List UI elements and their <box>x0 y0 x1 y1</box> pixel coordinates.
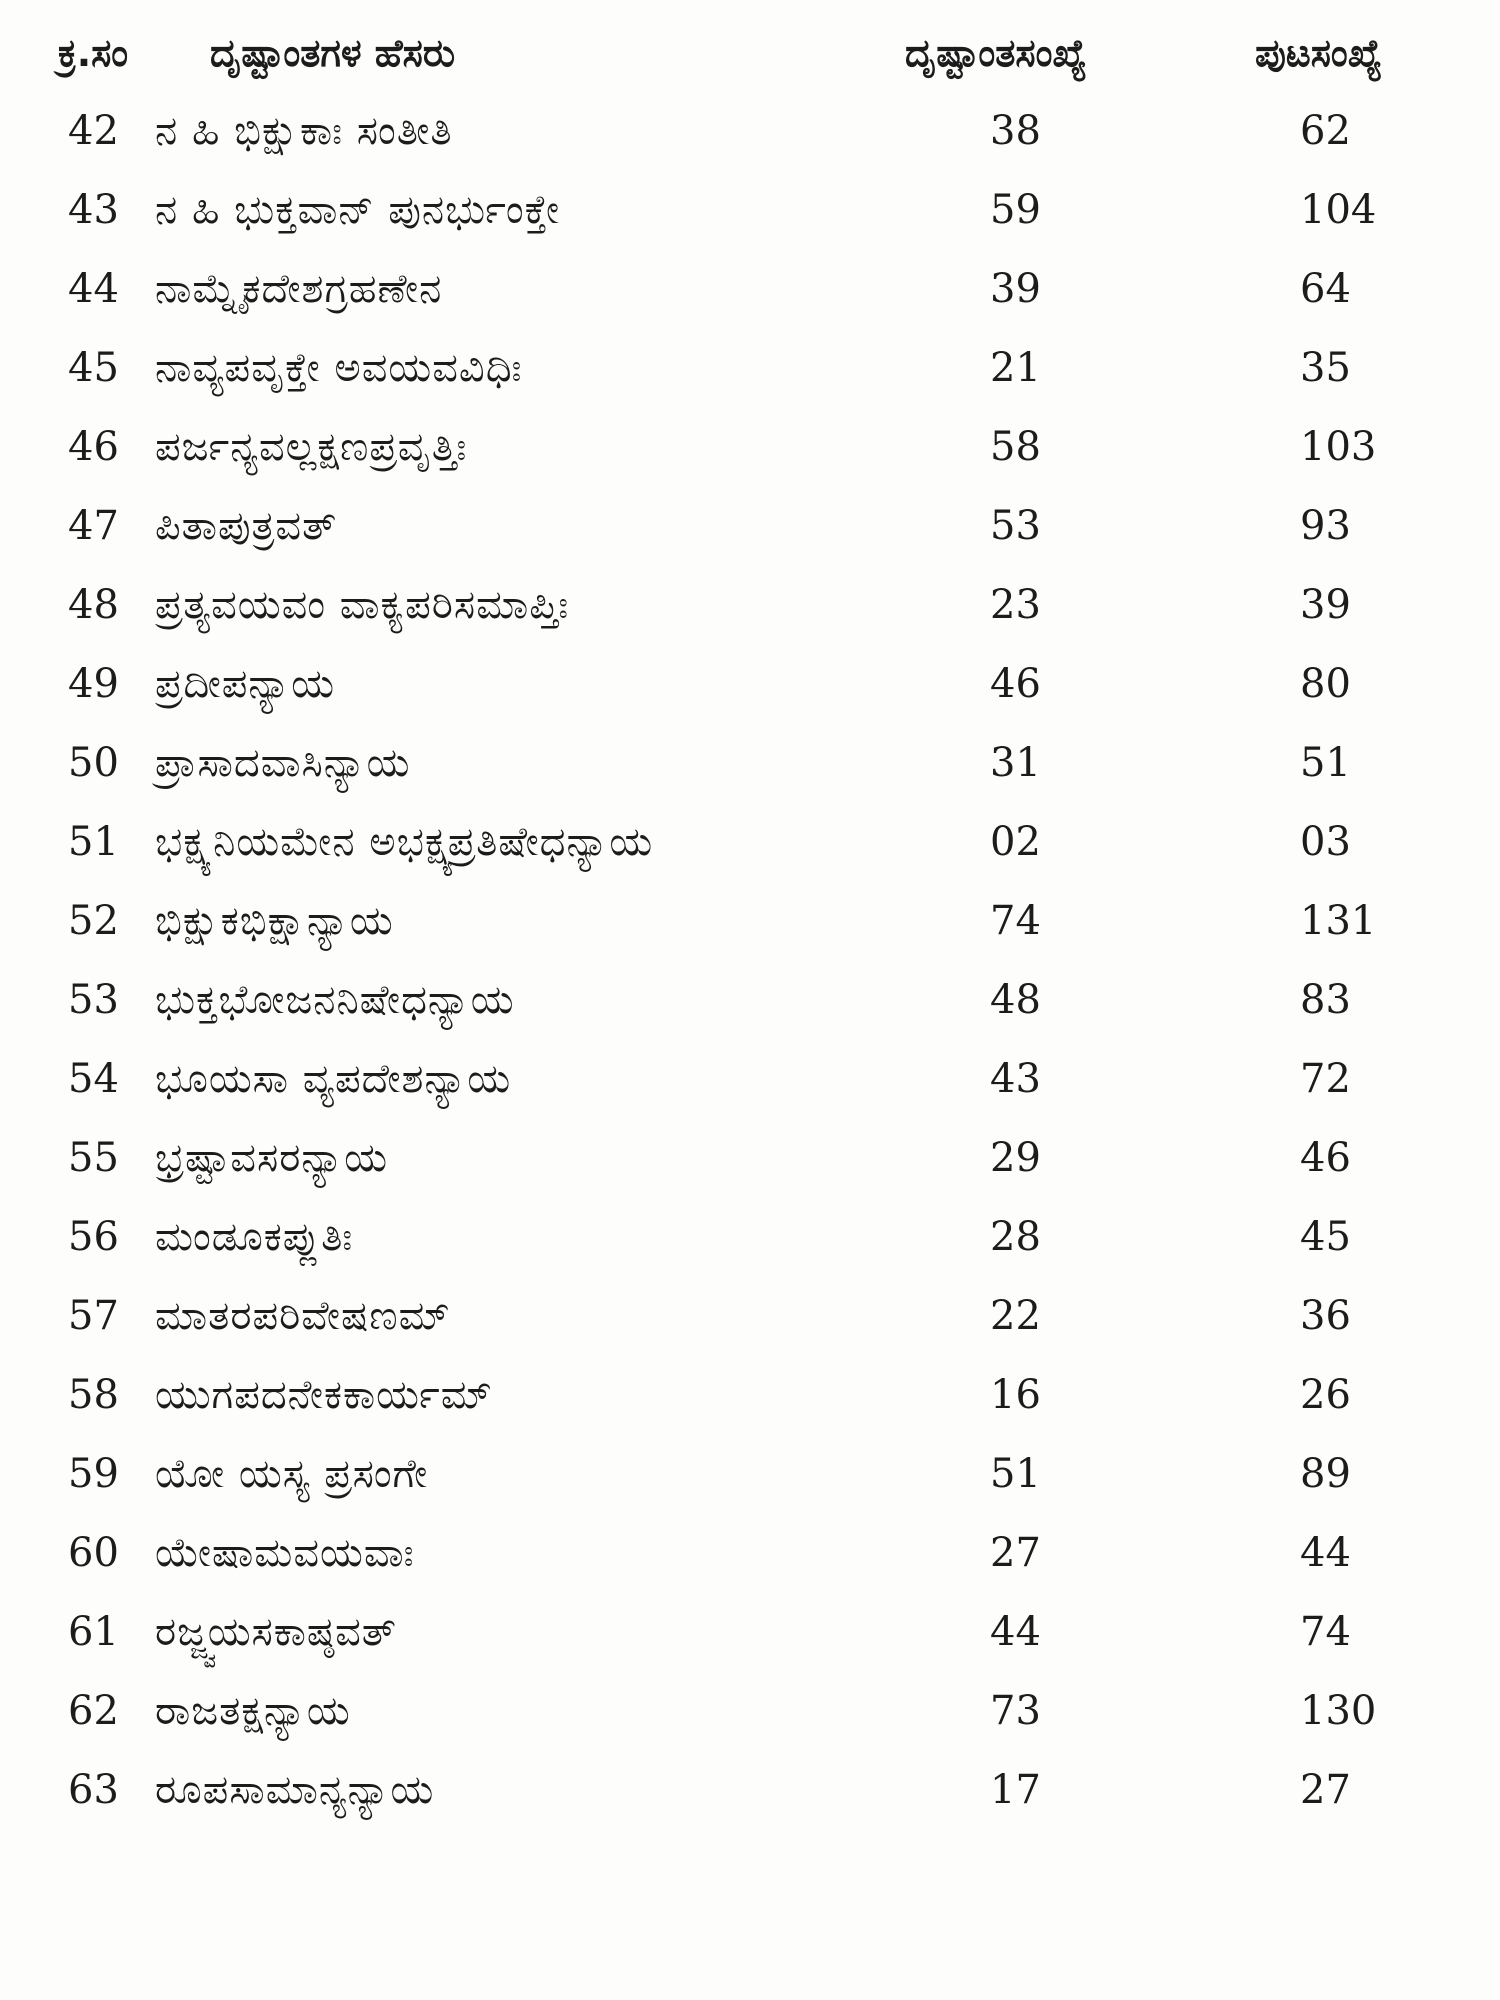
table-row <box>0 645 1500 724</box>
table-row <box>0 566 1500 645</box>
row-page-number: 46 <box>1300 1135 1351 1181</box>
row-example-number: 39 <box>990 266 1041 312</box>
table-row <box>0 1593 1500 1672</box>
row-page-number: 51 <box>1300 740 1351 786</box>
row-name: ಪ್ರದೀಪನ್ಯಾಯ <box>155 661 336 707</box>
table-row <box>0 1751 1500 1830</box>
row-example-number: 23 <box>990 582 1041 628</box>
row-example-number: 43 <box>990 1056 1041 1102</box>
row-page-number: 130 <box>1300 1688 1377 1734</box>
row-serial: 63 <box>68 1767 119 1813</box>
row-name: ಪಿತಾಪುತ್ರವತ್ <box>155 503 338 549</box>
row-example-number: 16 <box>990 1372 1041 1418</box>
row-name: ಭಕ್ಷ್ಯನಿಯಮೇನ ಅಭಕ್ಷ್ಯಪ್ರತಿಷೇಧನ್ಯಾಯ <box>155 819 654 865</box>
table-row <box>0 1514 1500 1593</box>
table-row <box>0 1672 1500 1751</box>
row-name: ಪರ್ಜನ್ಯವಲ್ಲಕ್ಷಣಪ್ರವೃತ್ತಿಃ <box>155 424 468 470</box>
table-row <box>0 882 1500 961</box>
table-row <box>0 803 1500 882</box>
row-page-number: 35 <box>1300 345 1351 391</box>
row-page-number: 03 <box>1300 819 1351 865</box>
row-page-number: 104 <box>1300 187 1377 233</box>
row-serial: 42 <box>68 108 119 154</box>
row-page-number: 27 <box>1300 1767 1351 1813</box>
row-example-number: 28 <box>990 1214 1041 1260</box>
row-example-number: 74 <box>990 898 1041 944</box>
row-example-number: 58 <box>990 424 1041 470</box>
table-row <box>0 724 1500 803</box>
row-example-number: 22 <box>990 1293 1041 1339</box>
row-serial: 60 <box>68 1530 119 1576</box>
row-example-number: 59 <box>990 187 1041 233</box>
row-name: ಮಂಡೂಕಪ್ಲುತಿಃ <box>155 1214 354 1260</box>
row-page-number: 80 <box>1300 661 1351 707</box>
row-name: ನಾಮ್ನೈಕದೇಶಗ್ರಹಣೇನ <box>155 266 443 312</box>
row-name: ಪ್ರತ್ಯವಯವಂ ವಾಕ್ಯಪರಿಸಮಾಪ್ತಿಃ <box>155 582 570 628</box>
row-serial: 49 <box>68 661 119 707</box>
row-page-number: 64 <box>1300 266 1351 312</box>
row-example-number: 27 <box>990 1530 1041 1576</box>
row-page-number: 62 <box>1300 108 1351 154</box>
row-serial: 45 <box>68 345 119 391</box>
row-name: ನ ಹಿ ಭಿಕ್ಷುಕಾಃ ಸಂತೀತಿ <box>155 108 453 154</box>
row-serial: 58 <box>68 1372 119 1418</box>
row-serial: 54 <box>68 1056 119 1102</box>
row-example-number: 51 <box>990 1451 1041 1497</box>
header-serial: ಕ್ರ.ಸಂ <box>58 31 129 75</box>
row-example-number: 53 <box>990 503 1041 549</box>
row-serial: 57 <box>68 1293 119 1339</box>
table-row <box>0 250 1500 329</box>
table-header <box>0 18 1500 88</box>
table-row <box>0 92 1500 171</box>
table-row <box>0 1435 1500 1514</box>
header-page-number: ಪುಟಸಂಖ್ಯೆ <box>1255 31 1383 75</box>
row-name: ಯೋ ಯಸ್ಯ ಪ್ರಸಂಗೇ <box>155 1451 429 1497</box>
row-name: ಯುಗಪದನೇಕಕಾರ್ಯಮ್ <box>155 1372 493 1418</box>
table-row <box>0 408 1500 487</box>
row-serial: 43 <box>68 187 119 233</box>
table-row <box>0 1356 1500 1435</box>
row-example-number: 31 <box>990 740 1041 786</box>
row-serial: 61 <box>68 1609 119 1655</box>
row-serial: 47 <box>68 503 119 549</box>
row-example-number: 48 <box>990 977 1041 1023</box>
row-example-number: 21 <box>990 345 1041 391</box>
row-serial: 55 <box>68 1135 119 1181</box>
table-row <box>0 961 1500 1040</box>
header-name: ದೃಷ್ಟಾಂತಗಳ ಹೆಸರು <box>210 31 456 75</box>
row-page-number: 26 <box>1300 1372 1351 1418</box>
row-serial: 50 <box>68 740 119 786</box>
row-name: ಪ್ರಾಸಾದವಾಸಿನ್ಯಾಯ <box>155 740 411 786</box>
row-name: ಮಾತರಪರಿವೇಷಣಮ್ <box>155 1293 451 1339</box>
row-page-number: 45 <box>1300 1214 1351 1260</box>
row-serial: 44 <box>68 266 119 312</box>
row-serial: 48 <box>68 582 119 628</box>
row-name: ರಾಜತಕ್ಷನ್ಯಾಯ <box>155 1688 351 1734</box>
row-name: ಭುಕ್ತಭೋಜನನಿಷೇಧನ್ಯಾಯ <box>155 977 515 1023</box>
row-example-number: 44 <box>990 1609 1041 1655</box>
row-serial: 59 <box>68 1451 119 1497</box>
row-page-number: 103 <box>1300 424 1377 470</box>
row-page-number: 36 <box>1300 1293 1351 1339</box>
row-serial: 62 <box>68 1688 119 1734</box>
row-page-number: 39 <box>1300 582 1351 628</box>
row-serial: 52 <box>68 898 119 944</box>
row-serial: 46 <box>68 424 119 470</box>
row-page-number: 44 <box>1300 1530 1351 1576</box>
row-page-number: 74 <box>1300 1609 1351 1655</box>
row-example-number: 73 <box>990 1688 1041 1734</box>
row-name: ಯೇಷಾಮವಯವಾಃ <box>155 1530 415 1576</box>
row-serial: 53 <box>68 977 119 1023</box>
row-name: ಭೂಯಸಾ ವ್ಯಪದೇಶನ್ಯಾಯ <box>155 1056 512 1102</box>
row-name: ನಾವ್ಯಪವೃಕ್ತೇ ಅವಯವವಿಧಿಃ <box>155 345 523 391</box>
row-example-number: 46 <box>990 661 1041 707</box>
table-row <box>0 1198 1500 1277</box>
row-example-number: 38 <box>990 108 1041 154</box>
row-serial: 51 <box>68 819 119 865</box>
row-page-number: 83 <box>1300 977 1351 1023</box>
row-name: ರೂಪಸಾಮಾನ್ಯನ್ಯಾಯ <box>155 1767 435 1813</box>
row-name: ನ ಹಿ ಭುಕ್ತವಾನ್ ಪುನರ್ಭುಂಕ್ತೇ <box>155 187 561 233</box>
row-example-number: 17 <box>990 1767 1041 1813</box>
row-page-number: 93 <box>1300 503 1351 549</box>
row-page-number: 72 <box>1300 1056 1351 1102</box>
table-body <box>0 92 1500 1830</box>
row-example-number: 29 <box>990 1135 1041 1181</box>
table-row <box>0 1119 1500 1198</box>
header-example-number: ದೃಷ್ಟಾಂತಸಂಖ್ಯೆ <box>905 31 1087 75</box>
row-serial: 56 <box>68 1214 119 1260</box>
table-row <box>0 329 1500 408</box>
table-row <box>0 1040 1500 1119</box>
row-name: ಭ್ರಷ್ಟಾವಸರನ್ಯಾಯ <box>155 1135 389 1181</box>
table-row <box>0 171 1500 250</box>
table-row <box>0 487 1500 566</box>
row-page-number: 89 <box>1300 1451 1351 1497</box>
row-example-number: 02 <box>990 819 1041 865</box>
row-name: ಭಿಕ್ಷುಕಭಿಕ್ಷಾನ್ಯಾಯ <box>155 898 394 944</box>
row-page-number: 131 <box>1300 898 1377 944</box>
row-name: ರಜ್ಜ್ವಯಸಕಾಷ್ಠವತ್ <box>155 1609 397 1655</box>
table-row <box>0 1277 1500 1356</box>
